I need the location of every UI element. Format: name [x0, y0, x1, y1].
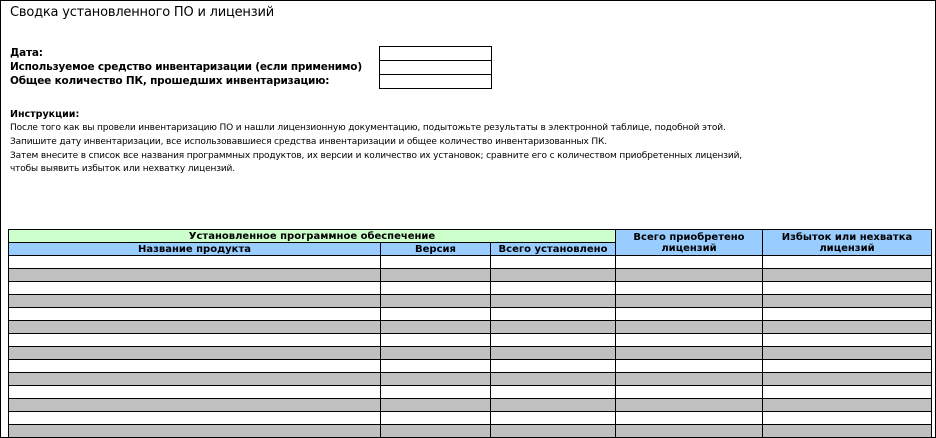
- table-row: [9, 282, 932, 295]
- purchased-licenses-cell[interactable]: [616, 295, 763, 308]
- purchased-licenses-cell[interactable]: [616, 386, 763, 399]
- purchased-licenses-cell[interactable]: [616, 360, 763, 373]
- license-surplus-cell[interactable]: [763, 269, 932, 282]
- table-row: [9, 321, 932, 334]
- total-installed-cell[interactable]: [491, 386, 616, 399]
- version-cell[interactable]: [381, 347, 491, 360]
- pc-count-label: Общее количество ПК, прошедших инвентаризацию:: [10, 75, 330, 87]
- purchased-licenses-cell[interactable]: [616, 269, 763, 282]
- purchased-licenses-header: [616, 230, 763, 256]
- license-surplus-header: [763, 230, 932, 256]
- product-name-header: Название продукта: [9, 243, 381, 256]
- product-name-cell[interactable]: [9, 386, 381, 399]
- version-cell[interactable]: [381, 269, 491, 282]
- date-label: Дата:: [10, 47, 43, 59]
- total-installed-cell[interactable]: [491, 295, 616, 308]
- installed-software-group-header: Установленное программное обеспечение: [9, 230, 616, 243]
- table-row: [9, 295, 932, 308]
- product-name-cell[interactable]: [9, 334, 381, 347]
- table-row: [9, 386, 932, 399]
- total-installed-cell[interactable]: [491, 321, 616, 334]
- table-row: [9, 334, 932, 347]
- total-installed-cell[interactable]: [491, 412, 616, 425]
- instructions-line: Запишите дату инвентаризации, все использовавшиеся средства инвентаризации и общее количество инвентаризованных ПК.: [10, 137, 607, 147]
- pc-count-field[interactable]: [379, 74, 492, 89]
- product-name-cell[interactable]: [9, 269, 381, 282]
- total-installed-cell[interactable]: [491, 334, 616, 347]
- product-name-cell[interactable]: [9, 308, 381, 321]
- product-name-cell[interactable]: [9, 373, 381, 386]
- version-cell[interactable]: [381, 321, 491, 334]
- table-row: [9, 308, 932, 321]
- total-installed-cell[interactable]: [491, 347, 616, 360]
- inventory-tool-field[interactable]: [379, 60, 492, 75]
- total-installed-cell[interactable]: [491, 399, 616, 412]
- instructions-line: чтобы выявить избыток или нехватку лицензий.: [10, 164, 235, 174]
- total-installed-cell[interactable]: [491, 269, 616, 282]
- version-cell[interactable]: [381, 399, 491, 412]
- purchased-licenses-cell[interactable]: [616, 373, 763, 386]
- version-cell[interactable]: [381, 425, 491, 438]
- version-cell[interactable]: [381, 295, 491, 308]
- total-installed-cell[interactable]: [491, 360, 616, 373]
- product-name-cell[interactable]: [9, 347, 381, 360]
- product-name-cell[interactable]: [9, 399, 381, 412]
- license-surplus-header-line1: Избыток или нехватка: [781, 231, 913, 243]
- table-row: [9, 425, 932, 438]
- purchased-licenses-cell[interactable]: [616, 334, 763, 347]
- instructions-line: Затем внесите в список все названия программных продуктов, их версии и количество их установок; сравните его с количеством приобретенных лицензий,: [10, 151, 743, 161]
- version-cell[interactable]: [381, 256, 491, 269]
- purchased-licenses-cell[interactable]: [616, 308, 763, 321]
- table-row: [9, 360, 932, 373]
- software-license-table: [8, 229, 932, 438]
- instructions-line: После того как вы провели инвентаризацию ПО и нашли лицензионную документацию, подытожьте результаты в электронной таблице, подобной этой.: [10, 123, 726, 133]
- license-surplus-cell[interactable]: [763, 412, 932, 425]
- version-cell[interactable]: [381, 360, 491, 373]
- license-surplus-cell[interactable]: [763, 347, 932, 360]
- purchased-licenses-cell[interactable]: [616, 321, 763, 334]
- license-surplus-cell[interactable]: [763, 399, 932, 412]
- table-body: [9, 256, 932, 438]
- product-name-cell[interactable]: [9, 321, 381, 334]
- table-row: [9, 399, 932, 412]
- product-name-cell[interactable]: [9, 412, 381, 425]
- purchased-licenses-cell[interactable]: [616, 347, 763, 360]
- product-name-cell[interactable]: [9, 282, 381, 295]
- version-cell[interactable]: [381, 334, 491, 347]
- table-row: [9, 256, 932, 269]
- product-name-cell[interactable]: [9, 425, 381, 438]
- license-surplus-cell[interactable]: [763, 373, 932, 386]
- version-header: Версия: [381, 243, 491, 256]
- license-surplus-header-line2: лицензий: [819, 242, 875, 254]
- purchased-licenses-cell[interactable]: [616, 412, 763, 425]
- total-installed-cell[interactable]: [491, 308, 616, 321]
- table-row: [9, 269, 932, 282]
- license-surplus-cell[interactable]: [763, 360, 932, 373]
- total-installed-cell[interactable]: [491, 373, 616, 386]
- purchased-licenses-cell[interactable]: [616, 256, 763, 269]
- license-surplus-cell[interactable]: [763, 386, 932, 399]
- license-surplus-cell[interactable]: [763, 256, 932, 269]
- page-title: Сводка установленного ПО и лицензий: [10, 5, 274, 20]
- license-surplus-cell[interactable]: [763, 282, 932, 295]
- version-cell[interactable]: [381, 282, 491, 295]
- license-surplus-cell[interactable]: [763, 425, 932, 438]
- license-surplus-cell[interactable]: [763, 321, 932, 334]
- table-row: [9, 412, 932, 425]
- product-name-cell[interactable]: [9, 256, 381, 269]
- total-installed-cell[interactable]: [491, 256, 616, 269]
- license-surplus-cell[interactable]: [763, 295, 932, 308]
- total-installed-header: Всего установлено: [491, 243, 616, 256]
- purchased-licenses-header-line1: Всего приобретено: [633, 231, 745, 243]
- license-surplus-cell[interactable]: [763, 308, 932, 321]
- version-cell[interactable]: [381, 386, 491, 399]
- purchased-licenses-cell[interactable]: [616, 399, 763, 412]
- purchased-licenses-cell[interactable]: [616, 282, 763, 295]
- purchased-licenses-cell[interactable]: [616, 425, 763, 438]
- table-row: [9, 347, 932, 360]
- date-field[interactable]: [379, 46, 492, 61]
- version-cell[interactable]: [381, 308, 491, 321]
- license-surplus-cell[interactable]: [763, 334, 932, 347]
- instructions-heading: Инструкции:: [10, 109, 80, 120]
- purchased-licenses-header-line2: лицензий: [661, 242, 717, 254]
- total-installed-cell[interactable]: [491, 282, 616, 295]
- version-cell[interactable]: [381, 373, 491, 386]
- version-cell[interactable]: [381, 412, 491, 425]
- total-installed-cell[interactable]: [491, 425, 616, 438]
- table-row: [9, 373, 932, 386]
- product-name-cell[interactable]: [9, 360, 381, 373]
- inventory-tool-label: Используемое средство инвентаризации (если применимо): [10, 61, 362, 73]
- product-name-cell[interactable]: [9, 295, 381, 308]
